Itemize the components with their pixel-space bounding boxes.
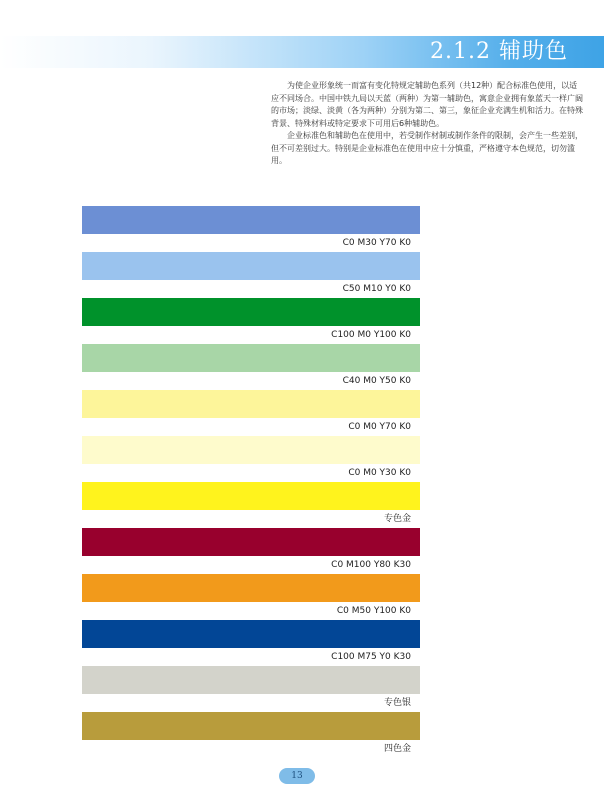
color-code: C0 M30 Y70 K0 <box>342 238 411 248</box>
color-code: 专色银 <box>383 698 411 708</box>
color-swatch <box>82 666 420 694</box>
color-swatch <box>82 206 420 234</box>
color-code: C0 M0 Y30 K0 <box>348 468 411 478</box>
color-swatch <box>82 252 420 280</box>
color-swatch <box>82 298 420 326</box>
color-code: C50 M10 Y0 K0 <box>342 284 411 294</box>
color-code: C0 M0 Y70 K0 <box>348 422 411 432</box>
color-code: C0 M50 Y100 K0 <box>336 606 411 616</box>
color-swatch <box>82 344 420 372</box>
page-number: 13 <box>279 768 315 784</box>
color-code: C0 M100 Y80 K30 <box>331 560 411 570</box>
color-swatch <box>82 390 420 418</box>
color-swatch <box>82 712 420 740</box>
color-code: C100 M0 Y100 K0 <box>331 330 411 340</box>
color-swatch <box>82 436 420 464</box>
intro-paragraph-1: 为使企业形象统一而富有变化特规定辅助色系列（共12种）配合标准色使用，以适应不同场合。中国中铁九局以天蓝（两种）为第一辅助色，寓意企业拥有象蓝天一样广阔的市场；淡绿、淡黄（各为两种）分别为第二、第三，象征企业充满生机和活力。在特殊背景、特殊材料或特定要求下可用后6种辅助色。 <box>271 81 583 128</box>
color-swatch <box>82 620 420 648</box>
color-code: 四色金 <box>383 744 411 754</box>
section-title: 2.1.2 辅助色 <box>430 39 568 64</box>
intro-paragraph-2: 企业标准色和辅助色在使用中，若受制作材制或制作条件的限制，会产生一些差别，但不可差别过大。特别是企业标准色在使用中应十分慎重，严格遵守本色规范，切勿滥用。 <box>271 131 583 165</box>
color-code: C40 M0 Y50 K0 <box>342 376 411 386</box>
color-swatch <box>82 482 420 510</box>
color-code: C100 M75 Y0 K30 <box>331 652 411 662</box>
color-swatch <box>82 528 420 556</box>
color-swatch <box>82 574 420 602</box>
color-code: 专色金 <box>383 514 411 524</box>
